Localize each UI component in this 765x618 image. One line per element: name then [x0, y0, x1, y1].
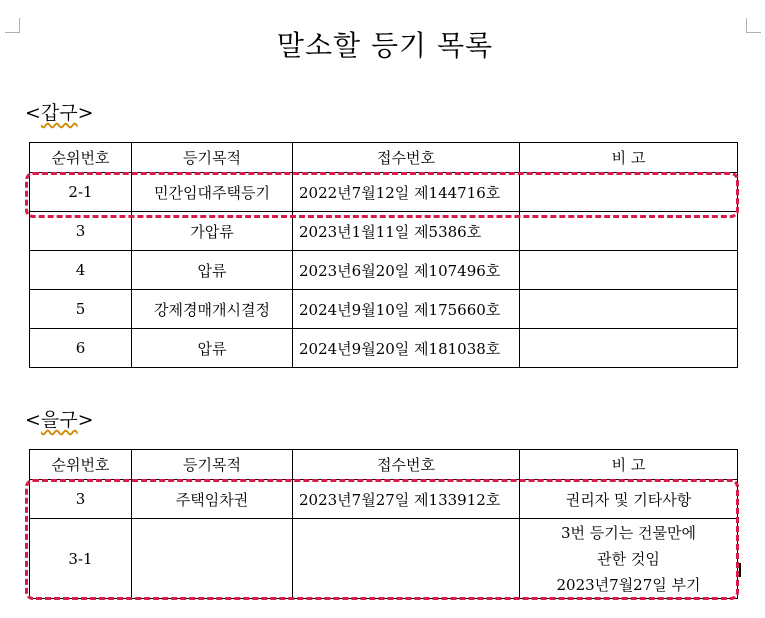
header-receipt: 접수번호 [293, 450, 520, 480]
section-label-open: < [25, 409, 41, 431]
section-label-close: > [77, 409, 94, 431]
document-title: 말소할 등기 목록 [276, 29, 494, 62]
table-row [30, 173, 738, 212]
cell-rank: 5 [30, 290, 132, 329]
cell-receipt: 2022년7월12일 제144716호 [293, 173, 520, 212]
table-row [30, 329, 738, 368]
cell-receipt: 2023년6월20일 제107496호 [293, 251, 520, 290]
note-line-text: 3번 등기는 건물만에 [560, 523, 696, 542]
cell-receipt [293, 519, 520, 599]
note-line-text: 2023년7월27일 부기 [556, 575, 701, 594]
gapgu-table [29, 142, 738, 368]
section-label-gapgu [25, 98, 94, 125]
note-line [526, 572, 731, 598]
cell-rank: 3 [30, 212, 132, 251]
header-rank: 순위번호 [30, 450, 132, 480]
cell-purpose: 압류 [132, 251, 293, 290]
cell-rank: 2-1 [30, 173, 132, 212]
cell-rank: 6 [30, 329, 132, 368]
cell-rank: 4 [30, 251, 132, 290]
header-receipt: 접수번호 [293, 143, 520, 173]
cell-note [520, 519, 738, 599]
cell-receipt: 2024년9월10일 제175660호 [293, 290, 520, 329]
header-purpose: 등기목적 [132, 450, 293, 480]
cell-purpose: 민간임대주택등기 [132, 173, 293, 212]
cell-purpose [132, 519, 293, 599]
cell-note [520, 251, 738, 290]
section-label-eulgu [25, 405, 94, 432]
cell-note [520, 290, 738, 329]
cell-purpose: 강제경매개시결정 [132, 290, 293, 329]
table-row [30, 519, 738, 599]
eulgu-table [29, 449, 738, 599]
table-header-row [30, 143, 738, 173]
cell-receipt: 2023년7월27일 제133912호 [293, 480, 520, 519]
section-label-word: 을구 [40, 409, 78, 431]
section-label-close: > [77, 102, 94, 124]
cell-purpose: 주택임차권 [132, 480, 293, 519]
text-cursor [739, 563, 741, 577]
cell-note [520, 212, 738, 251]
cell-rank: 3-1 [30, 519, 132, 599]
cell-note: 권리자 및 기타사항 [520, 480, 738, 519]
cell-purpose: 가압류 [132, 212, 293, 251]
table-row [30, 251, 738, 290]
header-purpose: 등기목적 [132, 143, 293, 173]
note-line-text: 관한 것임 [597, 549, 660, 568]
cell-note [520, 329, 738, 368]
note-line [526, 520, 731, 546]
cell-note [520, 173, 738, 212]
table-row [30, 480, 738, 519]
note-line [526, 546, 731, 572]
table-header-row [30, 450, 738, 480]
table-row [30, 212, 738, 251]
section-label-open: < [25, 102, 41, 124]
cell-receipt: 2023년1월11일 제5386호 [293, 212, 520, 251]
cell-rank: 3 [30, 480, 132, 519]
section-label-word: 갑구 [40, 102, 78, 124]
table-row [30, 290, 738, 329]
header-rank: 순위번호 [30, 143, 132, 173]
cell-receipt: 2024년9월20일 제181038호 [293, 329, 520, 368]
header-note: 비 고 [520, 450, 738, 480]
header-note: 비 고 [520, 143, 738, 173]
cell-purpose: 압류 [132, 329, 293, 368]
